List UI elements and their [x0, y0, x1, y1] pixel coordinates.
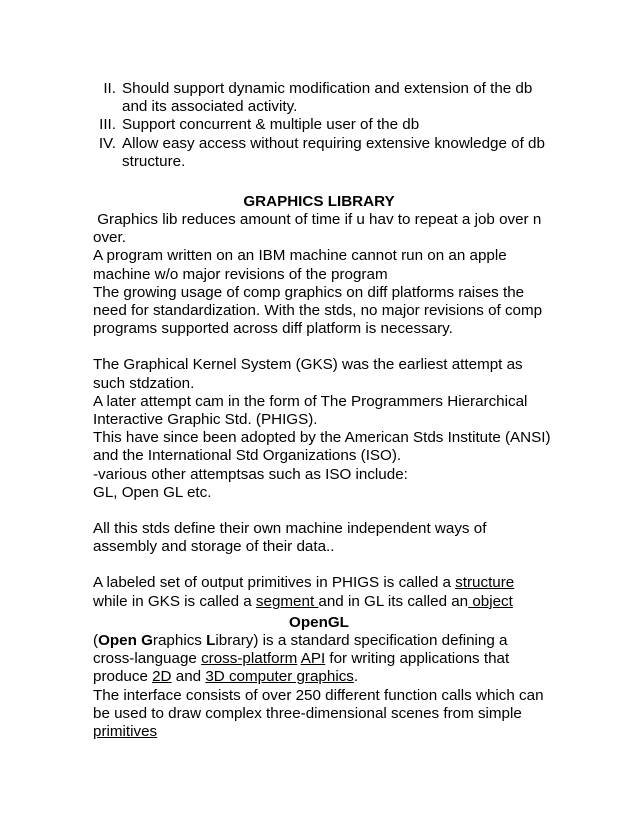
- opengl-section: [93, 632, 553, 741]
- object-link[interactable]: object: [468, 592, 513, 610]
- text-run: raphics: [152, 632, 207, 649]
- api-link[interactable]: API: [300, 650, 326, 668]
- graphics-library-section: [93, 211, 553, 611]
- text-run: and in GL its called an: [318, 592, 469, 610]
- 3d-computer-graphics-link[interactable]: 3D computer graphics: [205, 668, 354, 686]
- paragraph: A later attempt cam in the form of The Programmers Hierarchical Interactive Graphic Std. (PHIGS).: [93, 392, 528, 429]
- spacer: [93, 338, 553, 356]
- text-run: for writing applications that produce: [93, 650, 514, 686]
- paragraph: Graphics lib reduces amount of time if u hav to repeat a job over n over.: [93, 211, 546, 247]
- structure-link[interactable]: structure: [455, 574, 515, 592]
- spacer: [93, 502, 553, 520]
- list-item: [82, 135, 552, 171]
- list-text: Should support dynamic modification and extension of the db and its associated activity.: [122, 80, 533, 116]
- list-text: Allow easy access without requiring extensive knowledge of db structure.: [122, 134, 545, 170]
- paragraph: [93, 574, 553, 610]
- text-run: (: [93, 632, 99, 649]
- paragraph: A program written on an IBM machine cannot run on an apple machine w/o major revisions of the program: [93, 247, 507, 283]
- text-run: The interface consists of over 250 different function calls which can be used to draw complex three-dimensional scenes from simple: [93, 686, 548, 722]
- paragraph: This have since been adopted by the American Stds Institute (ANSI) and the International Std Organizations (ISO).: [93, 429, 551, 465]
- primitives-link[interactable]: primitives: [93, 723, 158, 741]
- paragraph: The growing usage of comp graphics on diff platforms raises the need for standardization. With the stds, no major revisions of comp programs supported across diff platform is necessary.: [93, 283, 543, 338]
- paragraph: GL, Open GL etc.: [93, 483, 212, 501]
- paragraph: -various other attemptsas such as ISO include:: [93, 465, 408, 483]
- graphics-library-heading: GRAPHICS LIBRARY: [243, 193, 395, 210]
- requirements-list: [82, 80, 552, 171]
- list-text: Support concurrent & multiple user of the db: [122, 116, 420, 134]
- spacer: [93, 556, 553, 574]
- opengl-heading: OpenGL: [289, 614, 349, 631]
- bold-run: Open G: [98, 632, 153, 649]
- paragraph: [93, 632, 553, 687]
- list-number: IV.: [98, 134, 116, 152]
- text-run: .: [353, 668, 359, 686]
- list-number: III.: [99, 116, 116, 134]
- bold-run: L: [206, 632, 216, 649]
- list-number: II.: [103, 80, 116, 97]
- paragraph: [93, 687, 553, 742]
- paragraph: The Graphical Kernel System (GKS) was the earliest attempt as such stdzation.: [93, 356, 523, 392]
- segment-link[interactable]: segment: [255, 592, 319, 610]
- paragraph: All this stds define their own machine independent ways of assembly and storage of their data..: [93, 520, 487, 556]
- 2d-link[interactable]: 2D: [152, 668, 172, 686]
- cross-platform-link[interactable]: cross-platform: [201, 650, 298, 668]
- text-run: and: [171, 668, 206, 686]
- text-run: A labeled set of output primitives in PHIGS is called a: [93, 574, 456, 592]
- list-item: [82, 116, 552, 134]
- list-item: [82, 80, 552, 116]
- text-run: while in GKS is called a: [93, 574, 519, 610]
- text-run: ibrary) is a standard specification defining a cross-language: [93, 632, 512, 668]
